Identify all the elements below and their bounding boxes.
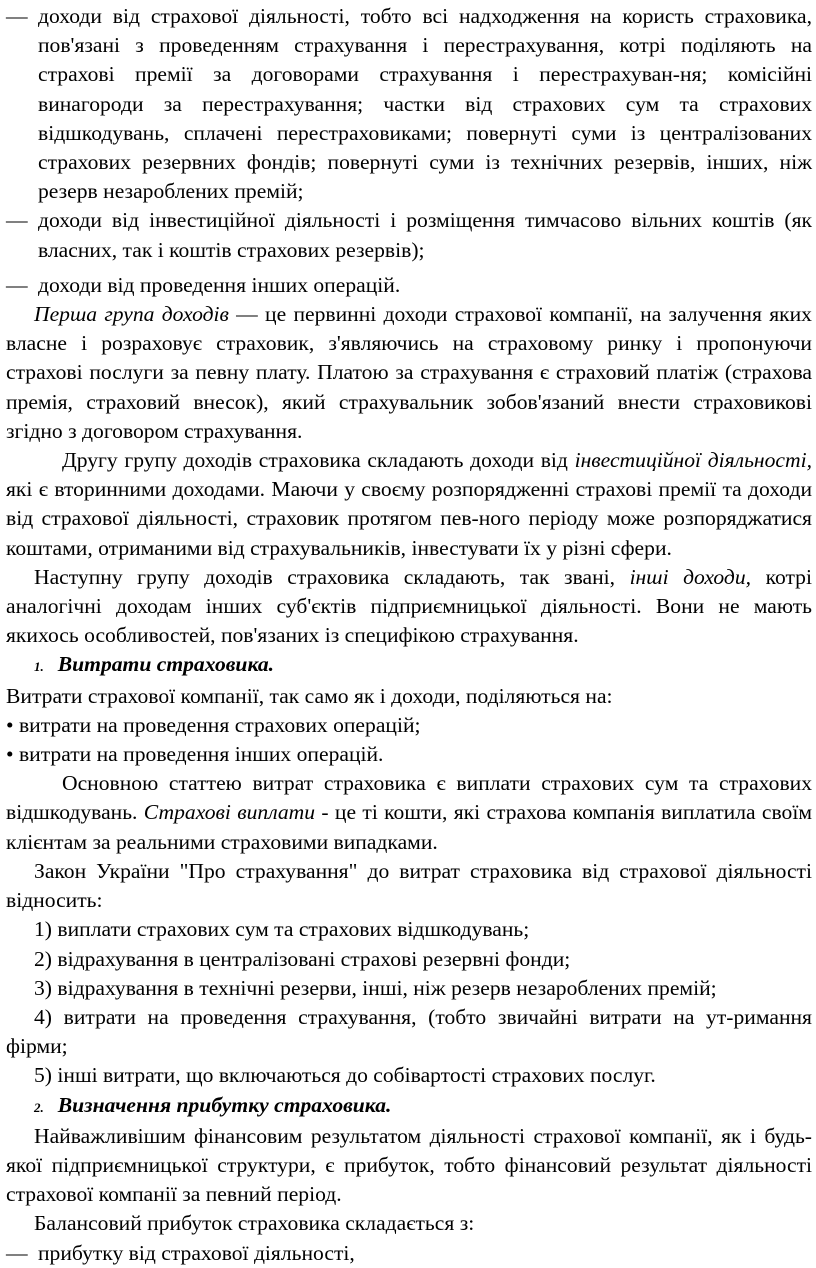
list-item: 2) відрахування в централізовані страхові резервні фонди; bbox=[34, 946, 571, 971]
paragraph-main-expense: Основною статтею витрат страховика є виплати страхових сум та страхових відшкодувань. Страхові виплати - це ті кошти, які страхова компанія виплатила своїм клієнтам за реальними страховими випадками. bbox=[6, 771, 812, 854]
paragraph-expenses-split: Витрати страхової компанії, так само як і доходи, поділяються на: bbox=[6, 683, 613, 708]
paragraph-other-income: Наступну групу доходів страховика складають, так звані, інші доходи, котрі аналогічні доходам інших суб'єктів підприємницької діяльності. Вони не мають якихось особливостей, пов'язаних із специфікою страхування. bbox=[6, 564, 812, 648]
list-item bbox=[6, 2, 812, 206]
section-heading-expenses: 1. Витрати страховика. bbox=[34, 652, 275, 677]
italic-term: Перша група доходів bbox=[34, 302, 229, 327]
list-item: 3) відрахування в технічні резерви, інші, ніж резерв незароблених премій; bbox=[34, 975, 717, 1000]
dash-mark: — bbox=[6, 208, 28, 233]
list-item: 1) виплати страхових сум та страхових відшкодувань; bbox=[34, 917, 530, 942]
list-item: 4) витрати на проведення страхування, (тобто звичайні витрати на ут-римання фірми; bbox=[6, 1004, 812, 1059]
list-item: 5) інші витрати, що включаються до собівартості страхових послуг. bbox=[34, 1063, 656, 1088]
profit-insurance-activity: прибутку від страхової діяльності, bbox=[38, 1240, 355, 1265]
paragraph-balance-profit: Балансовий прибуток страховика складається з: bbox=[34, 1211, 475, 1236]
income-investment-activity: доходи від інвестиційної діяльності і розміщення тимчасово вільних коштів (як власних, так і коштів страхових резервів); bbox=[38, 208, 812, 262]
dash-mark: — bbox=[6, 1240, 28, 1265]
income-other-operations: доходи від проведення інших операцій. bbox=[38, 272, 401, 297]
paragraph-first-group: Перша група доходів — це первинні доходи страхової компанії, на залучення яких власне і розраховує страховик, з'являючись на страховому ринку і пропонуючи страхові послуги за певну плату. Платою за страхування є страховий платіж (страхова премія, страховий внесок), який страхувальник зобов'язаний внести страховикові згідно з договором страхування. bbox=[6, 302, 812, 443]
bullet-item: • витрати на проведення інших операцій. bbox=[6, 742, 384, 767]
dash-mark: — bbox=[6, 4, 28, 28]
paragraph-law: Закон України "Про страхування" до витрат страховика від страхової діяльності відносить: bbox=[6, 858, 812, 913]
dash-mark: — bbox=[6, 272, 28, 297]
list-item bbox=[6, 206, 812, 264]
paragraph-second-group: Другу групу доходів страховика складають доходи від інвестиційної діяльності, які є вторинними доходами. Маючи у своєму розпорядженні страхові премії та доходи від страхової діяльності, страховик протягом пев-ного періоду може розпоряджатися коштами, отриманими від страхувальників, інвестувати їх у різні сфери. bbox=[6, 448, 812, 560]
section-heading-profit: 2. Визначення прибутку страховика. bbox=[34, 1092, 392, 1117]
list-item bbox=[6, 1239, 812, 1268]
bullet-item: • витрати на проведення страхових операцій; bbox=[6, 712, 421, 737]
paragraph-profit: Найважливішим фінансовим результатом діяльності страхової компанії, як і будь-якої підприємницької структури, є прибуток, тобто фінансовий результат діяльності страхової компанії за певний період. bbox=[6, 1123, 812, 1207]
income-insurance-activity: доходи від страхової діяльності, тобто всі надходження на користь страховика, пов'язані з проведенням страхування і перестрахування, котрі поділяють на страхові премії за договорами страхування і перестрахуван-ня; комісійні винагороди за перестрахування; частки від страхових сум та страхових відшкодувань, сплачені перестраховиками; повернуті суми із централізованих страхових резервних фондів; повернуті суми із технічних резервів, інших, ніж резерв незароблених премій; bbox=[38, 4, 812, 204]
italic-term: інвестиційної діяльності, bbox=[574, 448, 812, 473]
list-item bbox=[6, 271, 812, 300]
italic-term: інші доходи, bbox=[629, 564, 752, 589]
italic-term: Страхові виплати bbox=[143, 800, 316, 825]
